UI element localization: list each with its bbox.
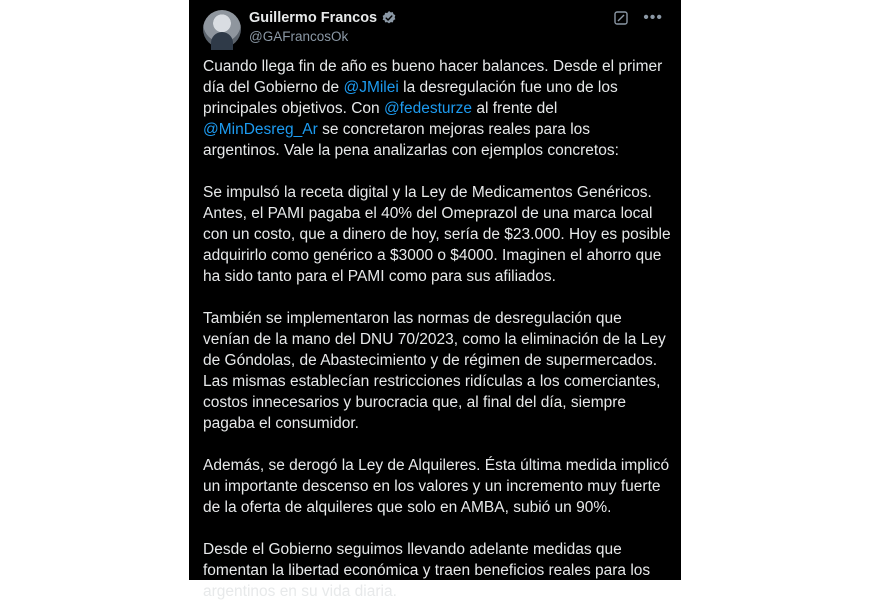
tweet-card <box>189 0 681 600</box>
mention-fedesturze[interactable]: @fedesturze <box>383 100 473 117</box>
avatar[interactable] <box>203 10 241 48</box>
author-info <box>249 10 397 44</box>
tweet-paragraph-5: Desde el Gobierno seguimos llevando adelante medidas que fomentan la libertad económica y traen beneficios reales para los argentinos en su vida diaria. <box>203 541 655 600</box>
author-handle[interactable]: @GAFrancosOk <box>249 29 349 44</box>
text-segment: se concretaron mejoras reales para los argentinos. Vale la pena analizarlas con ejemplos concretos: <box>203 121 619 159</box>
grok-icon[interactable] <box>613 10 629 26</box>
tweet-text <box>199 56 675 602</box>
tweet-paragraph-1 <box>203 56 671 161</box>
tweet-paragraph-3: También se implementaron las normas de desregulación que venían de la mano del DNU 70/2023, como la eliminación de la Ley de Góndolas, de Abastecimiento y de régimen de supermercados. Las mismas establecían restricciones ridículas a los comerciantes, costos innecesarios y burocracia que, al final del día, siempre pagaba el consumidor. <box>203 310 671 432</box>
author-name[interactable]: Guillermo Francos <box>249 10 378 26</box>
header-actions <box>613 10 663 26</box>
tweet-header <box>199 8 671 52</box>
tweet-paragraph-2: Se impulsó la receta digital y la Ley de Medicamentos Genéricos. Antes, el PAMI pagaba el 40% del Omeprazol de una marca local con un costo, que a dinero de hoy, sería de $23.000. Hoy es posible adquirirlo como genérico a $3000 o $4000. Imaginen el ahorro que ha sido tanto para el PAMI como para sus afiliados. <box>203 184 675 285</box>
more-icon[interactable]: ••• <box>643 9 663 26</box>
mention-mindesreg[interactable]: @MinDesreg_Ar <box>203 121 318 138</box>
text-segment: Cuando llega fin de año es bueno hacer balances. Desde el primer día del Gobierno de <box>203 58 667 96</box>
mention-jmilei[interactable]: @JMilei <box>343 79 399 96</box>
verified-badge-icon <box>381 10 397 26</box>
name-row <box>249 10 397 26</box>
tweet-paragraph-4: Además, se derogó la Ley de Alquileres. Ésta última medida implicó un importante descenso en los valores y un incremento muy fuerte de la oferta de alquileres que solo en AMBA, subió un 90%. <box>203 457 674 516</box>
text-segment: la desregulación fue uno de los principales objetivos. Con <box>203 79 623 117</box>
text-segment: al frente del <box>472 100 562 117</box>
